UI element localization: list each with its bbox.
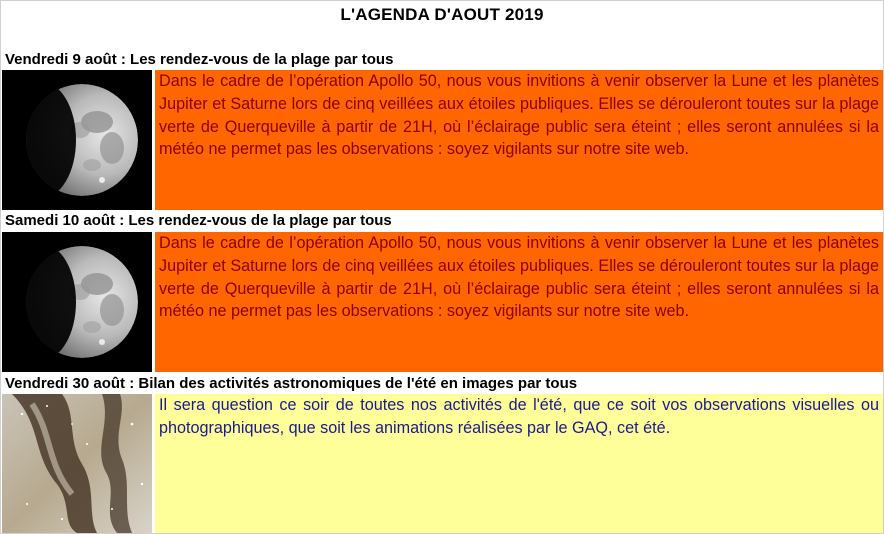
milky-way-photo-icon (2, 394, 152, 533)
event-description: Il sera question ce soir de toutes nos activités de l'été, que ce soit vos observations visuelles ou photographiques, que soit les animations réalisées par le GAQ, cet été. (155, 394, 883, 533)
event-header (5, 212, 392, 229)
event-header (5, 375, 577, 392)
event-headline: Les rendez-vous de la plage par tous (128, 212, 392, 229)
event-headline: Les rendez-vous de la plage par tous (130, 51, 394, 68)
event-date: Vendredi 30 août : (5, 375, 135, 392)
moon-photo-icon (2, 70, 152, 210)
event-date: Vendredi 9 août : (5, 51, 126, 68)
event-description: Dans le cadre de l’opération Apollo 50, nous vous invitions à venir observer la Lune et les planètes Jupiter et Saturne lors de cinq veillées aux étoiles publiques. Elles se dérouleront toutes sur la plage verte de Querqueville à partir de 21H, où l’éclairage public sera éteint ; elles seront annulées si la météo ne permet pas les observations : soyez vigilants sur notre site web. (155, 232, 883, 372)
moon-photo-icon (2, 232, 152, 372)
event-header (5, 51, 393, 68)
page-title: L'AGENDA D'AOUT 2019 (340, 5, 544, 24)
event-headline: Bilan des activités astronomiques de l'été en images par tous (138, 375, 578, 392)
event-description: Dans le cadre de l’opération Apollo 50, nous vous invitions à venir observer la Lune et les planètes Jupiter et Saturne lors de cinq veillées aux étoiles publiques. Elles se dérouleront toutes sur la plage verte de Querqueville à partir de 21H, où l’éclairage public sera éteint ; elles seront annulées si la météo ne permet pas les observations : soyez vigilants sur notre site web. (155, 70, 883, 210)
event-date: Samedi 10 août : (5, 212, 125, 229)
